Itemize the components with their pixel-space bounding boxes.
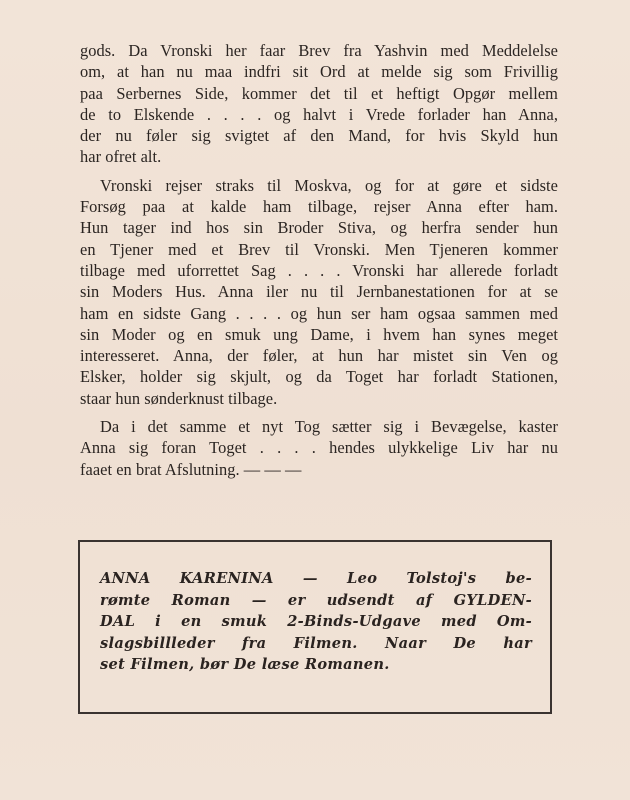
paragraph-3 bbox=[80, 416, 558, 480]
text-line: Da i det samme et nyt Tog sætter sig i Bevægelse, kaster bbox=[100, 417, 558, 437]
text-line: ham en sidste Gang . . . . og hun ser ham ogsaa sammen med bbox=[80, 303, 558, 323]
text-line: Hun tager ind hos sin Broder Stiva, og herfra sender hun bbox=[80, 218, 558, 238]
text-line: sin Moder og en smuk ung Dame, i hvem han synes meget bbox=[80, 324, 558, 344]
text-line: har ofret alt. bbox=[80, 147, 162, 167]
text-line: Forsøg paa at kalde ham tilbage, rejser Anna efter ham. bbox=[80, 197, 558, 217]
text-line: staar hun sønderknust tilbage. bbox=[80, 388, 278, 408]
ad-line: set Filmen, bør De læse Romanen. bbox=[100, 656, 390, 673]
ad-line: slagsbillleder fra Filmen. Naar De har bbox=[100, 634, 532, 652]
text-line: de to Elskende . . . . og halvt i Vrede forlader han Anna, bbox=[80, 104, 558, 124]
text-line: en Tjener med et Brev til Vronski. Men Tjeneren kommer bbox=[80, 239, 558, 259]
story-text bbox=[80, 40, 558, 487]
ad-line: rømte Roman — er udsendt af GYLDEN- bbox=[100, 591, 532, 609]
ad-line: ANNA KARENINA — Leo Tolstoj's be- bbox=[100, 570, 532, 587]
advertisement-text bbox=[100, 568, 532, 676]
text-line: paa Serbernes Side, kommer det til et heftigt Opgør mellem bbox=[80, 83, 558, 103]
text-line: faaet en brat Afslutning. — — — bbox=[80, 459, 302, 479]
text-line: gods. Da Vronski her faar Brev fra Yashvin med Meddelelse bbox=[80, 41, 558, 60]
text-line: sin Moders Hus. Anna iler nu til Jernbanestationen for at se bbox=[80, 282, 558, 302]
text-line: Vronski rejser straks til Moskva, og for at gøre et sidste bbox=[100, 175, 558, 195]
text-line: Elsker, holder sig skjult, og da Toget har forladt Stationen, bbox=[80, 367, 558, 387]
text-line: tilbage med uforrettet Sag . . . . Vronski har allerede forladt bbox=[80, 260, 558, 280]
text-line: der nu føler sig svigtet af den Mand, for hvis Skyld hun bbox=[80, 126, 558, 146]
text-line: interesseret. Anna, der føler, at hun har mistet sin Ven og bbox=[80, 346, 558, 366]
ad-line: DAL i en smuk 2-Binds-Udgave med Om- bbox=[100, 613, 532, 630]
advertisement-box bbox=[78, 540, 552, 714]
paragraph-1 bbox=[80, 40, 558, 168]
text-line: Anna sig foran Toget . . . . hendes ulykkelige Liv har nu bbox=[80, 438, 558, 458]
paragraph-2 bbox=[80, 175, 558, 409]
text-line: om, at han nu maa indfri sit Ord at melde sig som Frivillig bbox=[80, 62, 558, 82]
